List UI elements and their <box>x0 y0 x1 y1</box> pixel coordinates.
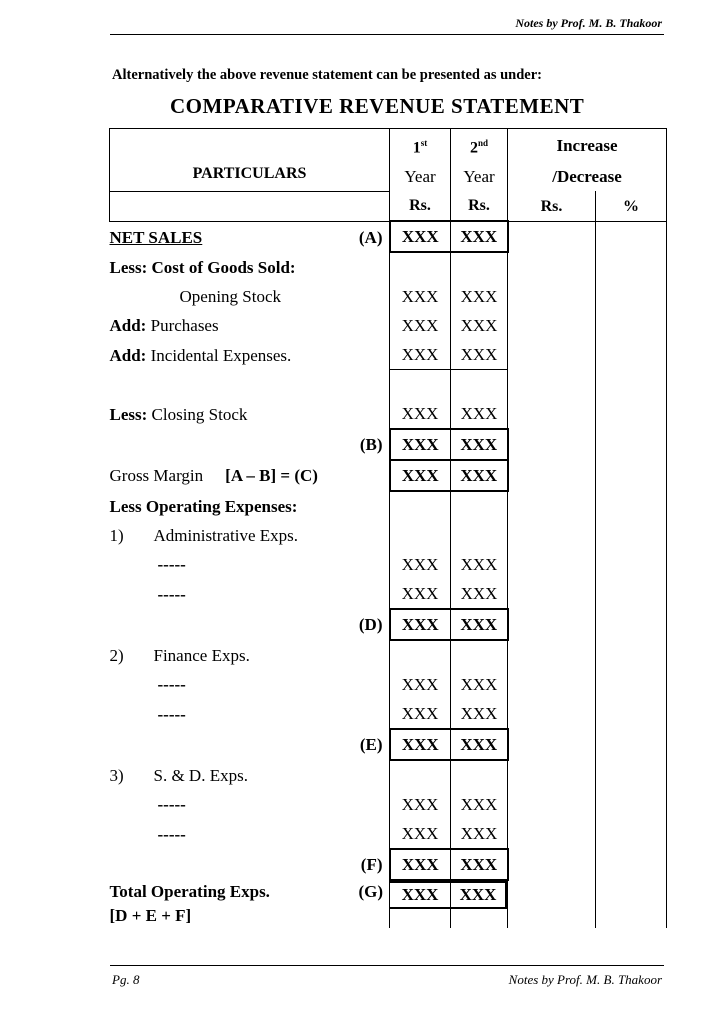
year2-value: XXX <box>451 579 508 609</box>
year2-value: XXX <box>451 729 508 760</box>
year2-value: XXX <box>451 340 508 370</box>
header-row-3 <box>110 191 667 221</box>
year2-value: XXX <box>451 429 508 460</box>
year1-value: XXX <box>390 429 451 460</box>
year2-value: XXX <box>451 399 508 429</box>
increase-header: Increase <box>508 129 667 163</box>
row-tag: (B) <box>359 435 383 455</box>
row-number: 1) <box>109 526 124 546</box>
table-row <box>110 849 667 880</box>
row-tag: (D) <box>358 615 383 635</box>
row-tag: (A) <box>358 227 383 247</box>
year1-value: XXX <box>390 579 451 609</box>
row-label: ----- <box>157 555 186 575</box>
year2-value: XXX <box>451 460 508 491</box>
table-row <box>110 370 667 400</box>
year1-value: XXX <box>390 609 451 640</box>
row-label: Administrative Exps. <box>153 526 298 546</box>
particulars-label: PARTICULARS <box>192 164 307 182</box>
year2-value: XXX <box>451 819 508 849</box>
year2-value: XXX <box>451 670 508 699</box>
particulars-header <box>110 129 390 192</box>
row-prefix: Add: <box>109 316 147 336</box>
row-prefix: Add: <box>109 345 147 365</box>
inc-rs: Rs. <box>508 191 596 221</box>
year1-value: XXX <box>390 460 451 491</box>
table-row <box>110 521 667 550</box>
year1-value: XXX <box>390 282 451 311</box>
row-label: ----- <box>157 824 186 844</box>
gross-margin-label: Gross Margin <box>109 466 204 486</box>
table-row <box>110 460 667 491</box>
table-row <box>110 760 667 790</box>
statement-title: COMPARATIVE REVENUE STATEMENT <box>170 94 585 118</box>
year2-value: XXX <box>451 221 508 252</box>
row-label: ----- <box>157 584 186 604</box>
row-tag: (G) <box>358 882 383 902</box>
year1-value: XXX <box>390 340 451 370</box>
inc-pct: % <box>596 191 667 221</box>
year1-header <box>390 129 451 163</box>
table-row <box>110 340 667 370</box>
page-number: Pg. 8 <box>112 972 140 987</box>
year2-header <box>451 129 508 163</box>
year1-value: XXX <box>390 729 451 760</box>
footer-rule <box>110 965 664 966</box>
row-number: 2) <box>109 645 124 665</box>
year2-value: XXX <box>451 609 508 640</box>
net-sales-label: NET SALES <box>109 227 203 247</box>
row-label: ----- <box>157 675 186 695</box>
table-row <box>110 699 667 729</box>
year1-sup: st <box>420 138 428 148</box>
year1-rs: Rs. <box>390 191 451 221</box>
year2-num: 2 <box>469 139 478 157</box>
year2-value: XXX <box>451 849 508 880</box>
year2-rs: Rs. <box>451 191 508 221</box>
table-row <box>110 311 667 340</box>
total-formula: [D + E + F] <box>109 906 192 926</box>
intro-text: Alternatively the above revenue statement can be presented as under: <box>112 67 542 83</box>
year1-value: XXX <box>390 790 451 819</box>
year1-word: Year <box>390 162 451 191</box>
table-row <box>110 252 667 282</box>
table-row <box>110 790 667 819</box>
row-label: Less: Cost of Goods Sold: <box>109 257 296 277</box>
year2-value: XXX <box>451 790 508 819</box>
year1-value: XXX <box>390 849 451 880</box>
table-row <box>110 579 667 609</box>
header-row-1 <box>110 129 667 163</box>
year2-value: XXX <box>451 550 508 579</box>
total-operating-label: Total Operating Exps. <box>109 882 270 902</box>
table-row <box>110 880 667 928</box>
table-row <box>110 670 667 699</box>
year1-value: XXX <box>390 550 451 579</box>
year2-value: XXX <box>451 311 508 340</box>
year1-value: XXX <box>390 699 451 729</box>
year2-sup: nd <box>477 138 488 148</box>
revenue-statement-table <box>109 128 667 928</box>
table-row <box>110 550 667 579</box>
row-tag: (F) <box>360 855 383 875</box>
table-row <box>110 221 667 252</box>
table-row <box>110 491 667 521</box>
row-number: 3) <box>109 765 124 785</box>
row-label <box>110 370 390 400</box>
year1-num: 1 <box>412 139 421 157</box>
table-row <box>110 819 667 849</box>
table-row <box>110 399 667 429</box>
decrease-header: /Decrease <box>508 162 667 191</box>
row-label: Opening Stock <box>179 287 282 307</box>
row-label: Incidental Expenses. <box>146 345 292 365</box>
row-label: ----- <box>157 704 186 724</box>
year2-value: XXX <box>451 282 508 311</box>
year2-value: XXX <box>451 699 508 729</box>
row-label: S. & D. Exps. <box>153 765 248 785</box>
year1-value: XXX <box>389 881 450 909</box>
row-prefix: Less: <box>109 404 148 424</box>
table-row <box>110 282 667 311</box>
year1-value: XXX <box>390 221 451 252</box>
year1-value: XXX <box>390 819 451 849</box>
row-label: ----- <box>157 795 186 815</box>
table-row <box>110 640 667 670</box>
footer-note: Notes by Prof. M. B. Thakoor <box>508 972 662 987</box>
header-note: Notes by Prof. M. B. Thakoor <box>515 16 662 30</box>
row-label: Less Operating Expenses: <box>109 496 298 516</box>
header-rule <box>110 34 664 35</box>
table-row <box>110 729 667 760</box>
table-row <box>110 429 667 460</box>
year1-value: XXX <box>390 670 451 699</box>
year2-word: Year <box>451 162 508 191</box>
table-row <box>110 609 667 640</box>
row-tag: (E) <box>359 735 383 755</box>
row-label: Purchases <box>146 316 219 336</box>
gross-margin-formula: [A – B] = (C) <box>225 466 318 486</box>
row-label: Finance Exps. <box>153 645 250 665</box>
year1-value: XXX <box>390 311 451 340</box>
year2-value: XXX <box>451 881 507 909</box>
year1-value: XXX <box>390 399 451 429</box>
row-label: Closing Stock <box>147 404 248 424</box>
